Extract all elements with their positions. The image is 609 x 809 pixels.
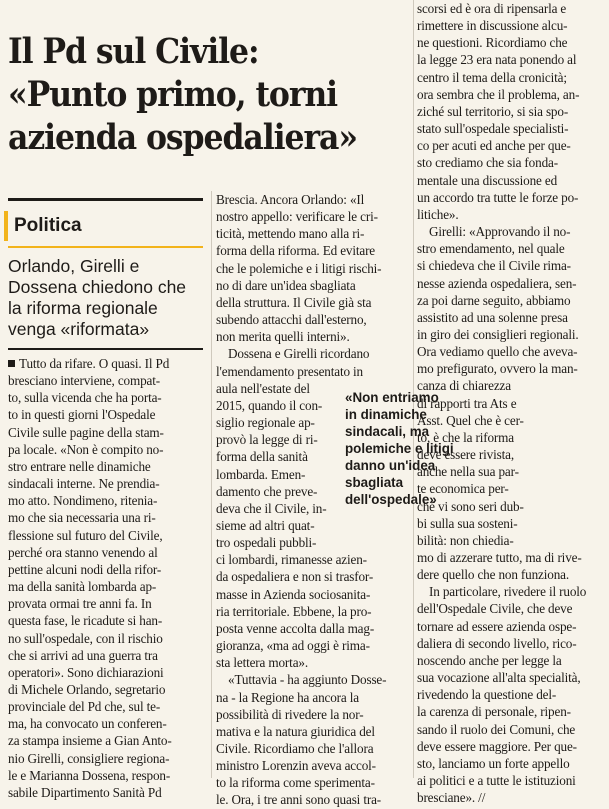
text-line: Asst. Quel che è cer-	[417, 412, 524, 428]
text-line: na - la Regione ha ancora la	[216, 689, 359, 705]
text-line: nesse azienda ospedaliera, sen-	[417, 275, 577, 291]
text-line: daliera di secondo livello, rico-	[417, 635, 577, 651]
text-line: mo che sia necessaria una ri-	[8, 510, 156, 526]
section-accent-bar	[4, 211, 8, 241]
text-line: questa fase, le ricadute si han-	[8, 613, 163, 629]
text-line: scorsi ed è ora di ripensarla e	[417, 1, 567, 16]
text-line: aula nell'estate del	[216, 380, 310, 396]
text-line: dell'Ospedale Civile, che deve	[417, 601, 573, 617]
headline-line: Il Pd sul Civile:	[8, 31, 259, 72]
text-line: ne questioni. Ricordiamo che	[417, 35, 568, 51]
text-line: ai politici e a tutte le istituzioni	[417, 773, 576, 789]
pull-quote-line: danno un'idea	[345, 458, 436, 473]
text-line: tro ospedali pubbli-	[216, 535, 317, 551]
body-column-1	[8, 355, 208, 801]
text-line: sando il ruolo dei Comuni, che	[417, 721, 576, 737]
text-line: bresciane». //	[417, 790, 486, 806]
text-line: pa locale. «Non è compito no-	[8, 441, 164, 457]
text-line: ci lombardi, rimanesse azien-	[216, 552, 367, 568]
text-line: ma, ha convocato un conferen-	[8, 716, 167, 732]
text-line: sieme ad altri quat-	[216, 517, 315, 533]
text-line: le e Marianna Dossena, respon-	[8, 767, 171, 783]
text-line: bilità: non chiedia-	[417, 532, 514, 548]
column-divider	[211, 191, 212, 778]
text-line: lombarda. Emen-	[216, 466, 306, 482]
text-line: no di dare un'idea sbagliata	[216, 277, 356, 293]
text-line: Civile. Ricordiamo che l'allora	[216, 741, 374, 756]
text-line: siglio regionale ap-	[216, 415, 315, 431]
text-line: forma della riforma. Ed evitare	[216, 243, 376, 259]
pull-quote-line: sbagliata	[345, 475, 404, 490]
text-line: sto crediamo che sia fonda-	[417, 155, 558, 171]
text-line: 2015, quando il con-	[216, 397, 323, 413]
text-line: mo atto. Nondimeno, ritenia-	[8, 493, 158, 509]
top-rule	[8, 198, 203, 201]
text-line: sta lettera morta».	[216, 655, 308, 671]
text-line: bresciano interviene, compat-	[8, 373, 161, 389]
pull-quote-line: «Non entriamo	[345, 390, 439, 405]
text-line: tornare ad essere azienda ospe-	[417, 618, 577, 634]
subhead-line: venga «riformata»	[8, 319, 150, 339]
subhead-line: Dossena chiedono che	[8, 277, 187, 297]
text-line: le. Ora, i tre anni sono quasi tra-	[216, 792, 382, 808]
text-line: «Tuttavia - ha aggiunto Dosse-	[228, 672, 387, 688]
text-line: ziché sul territorio, si sia spo-	[417, 103, 569, 119]
text-line: possibilità di rivedere la nor-	[216, 706, 364, 722]
text-line: rimettere in discussione alcu-	[417, 18, 568, 34]
headline-line: «Punto primo, torni	[8, 74, 338, 115]
text-line: sabile Dipartimento Sanità Pd	[8, 784, 162, 800]
text-line: canza di chiarezza	[417, 378, 511, 394]
text-line: flessione sul futuro del Civile,	[8, 527, 163, 543]
subhead-rule	[8, 348, 203, 350]
text-line: centro il tema della cronicità;	[417, 69, 567, 85]
text-line: provinciale del Pd che, sul te-	[8, 699, 161, 715]
text-line: che le polemiche e i litigi rischi-	[216, 260, 382, 276]
lead-square-icon	[8, 360, 15, 367]
pull-quote-line: dell'ospedale»	[345, 492, 437, 507]
text-line: litiche».	[417, 206, 459, 222]
text-line: Civile sulle pagine della stam-	[8, 424, 164, 440]
text-line: si chiedeva che il Civile rima-	[417, 258, 571, 274]
text-line: la legge 23 era nata ponendo al	[417, 52, 577, 68]
text-line: dere quello che non funziona.	[417, 567, 570, 583]
text-line: ora sembra che il problema, an-	[417, 86, 580, 102]
text-line: mentale una discussione ed	[417, 172, 558, 188]
text-line: sto, lanciamo un forte appello	[417, 755, 570, 771]
text-line: to la riforma come sperimenta-	[216, 775, 375, 791]
text-line: Dossena e Girelli ricordano	[228, 346, 370, 362]
text-line: sindacali interne. Ne prendia-	[8, 476, 160, 492]
subhead-line: Orlando, Girelli e	[8, 256, 140, 276]
text-line: posta venne accolta dalla mag-	[216, 620, 375, 636]
text-line: che si arrivi ad una guerra tra	[8, 647, 158, 663]
text-line: deva che il Civile, in-	[216, 500, 327, 516]
text-line: l'emendamento presentato in	[216, 363, 364, 379]
text-line: za poi darne seguito, abbiamo	[417, 292, 571, 308]
text-line: anche nella sua par-	[417, 464, 519, 480]
text-line: non merita quelli interni».	[216, 329, 350, 345]
text-line: pettine alcuni nodi della rifor-	[8, 561, 162, 577]
text-line: di rapporti tra Ats e	[417, 395, 517, 411]
text-line: to, sulla vicenda che ha porta-	[8, 390, 162, 406]
text-line: mo di azzerare tutto, ma di rive-	[417, 550, 582, 565]
pull-quote-line: in dinamiche	[345, 407, 427, 422]
text-line: sua vocazione all'alta specialità,	[417, 670, 581, 686]
text-line: co per acuti ed anche per que-	[417, 138, 571, 154]
text-line: Ora vediamo quello che aveva-	[417, 344, 578, 360]
text-line: un accordo tra tutte le forze po-	[417, 189, 579, 205]
pull-quote-line: sindacali, ma	[345, 424, 430, 439]
text-line: ria territoriale. Ebbene, la pro-	[216, 603, 372, 619]
text-line: stro entrare nelle dinamiche	[8, 458, 151, 474]
text-line: nio Girelli, consigliere regiona-	[8, 750, 170, 766]
text-line: stato sull'ospedale specialisti-	[417, 121, 569, 137]
text-line: ché vi sono seri dub-	[417, 498, 524, 514]
text-line: Tutto da rifare. O quasi. Il Pd	[8, 355, 208, 372]
text-line: to in questi giorni l'Ospedale	[8, 407, 156, 423]
text-line: deve essere maggiore. Per que-	[417, 738, 577, 754]
text-line: damento che preve-	[216, 483, 318, 499]
text-line: in giro dei consiglieri regionali.	[417, 326, 579, 342]
text-line: te economica per-	[417, 481, 509, 497]
text-line: rivedendo la questione del-	[417, 687, 557, 703]
text-line: ministro Lorenzin aveva accol-	[216, 758, 376, 774]
text-line: provò la legge di ri-	[216, 432, 318, 448]
text-line: di Michele Orlando, segretario	[8, 681, 166, 697]
pull-quote-line: polemiche e litigi	[345, 441, 454, 456]
text-line: della struttura. Il Civile già sta	[216, 294, 372, 310]
text-line: forma della sanità	[216, 449, 308, 465]
text-line: ma della sanità lombarda ap-	[8, 579, 157, 595]
text-line: assistito ad una solenne presa	[417, 309, 568, 325]
text-line: za stampa insieme a Gian Anto-	[8, 733, 172, 749]
headline	[8, 30, 364, 159]
text-line: bi sulla sua sosteni-	[417, 515, 518, 531]
text-line: da ospedaliera e non si trasfor-	[216, 569, 374, 585]
text-line: mativa e la natura giuridica del	[216, 723, 375, 739]
section-label: Politica	[14, 215, 82, 236]
text-line: no sull'ospedale, con il rischio	[8, 630, 163, 646]
text-line: perché ora stanno venendo al	[8, 544, 158, 560]
subhead-line: la riforma regionale	[8, 298, 158, 318]
text-line: mo prefigurato, ovvero la man-	[417, 361, 578, 377]
headline-line: azienda ospedaliera»	[8, 117, 357, 158]
text-line: operatori». Sono dichiarazioni	[8, 664, 164, 680]
pull-quote	[345, 389, 473, 508]
text-line: In particolare, rivedere il ruolo	[429, 584, 587, 600]
text-line: nostro appello: verificare le cri-	[216, 209, 378, 225]
text-line: gioranza, «ma ad oggi è rima-	[216, 638, 370, 654]
section-rule	[8, 246, 203, 248]
text-line: subendo attacchi dall'esterno,	[216, 312, 367, 328]
text-line: Brescia. Ancora Orlando: «Il	[216, 192, 365, 207]
text-line: Girelli: «Approvando il no-	[429, 224, 571, 240]
text-line: to, è che la riforma	[417, 429, 514, 445]
text-line: provata ormai tre anni fa. In	[8, 596, 152, 612]
text-line: noscendo anche per legge la	[417, 652, 562, 668]
text-line: la carenza di personale, ripen-	[417, 704, 571, 720]
text-line: ticità, mettendo mano alla ri-	[216, 226, 365, 242]
text-line: stro emendamento, nel quale	[417, 241, 565, 257]
subheadline	[8, 256, 208, 340]
text-line: masse in Azienda sociosanita-	[216, 586, 371, 602]
text-line: deve essere rivista,	[417, 447, 514, 463]
